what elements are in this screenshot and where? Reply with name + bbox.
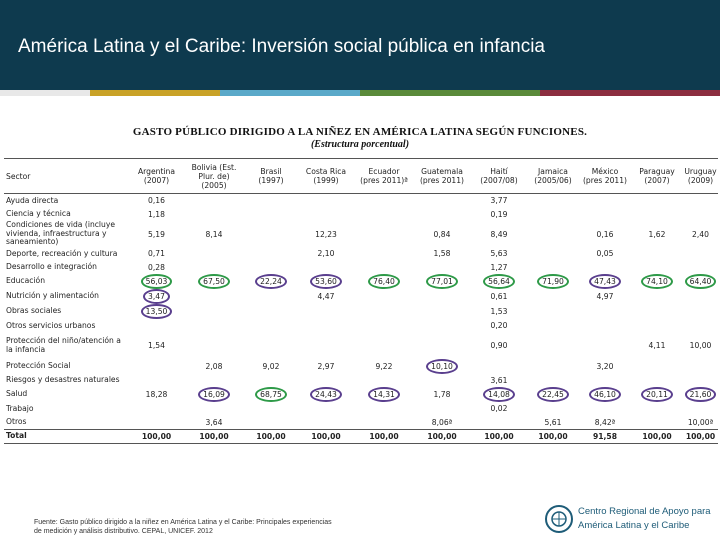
value-cell: 0,19 (490, 209, 508, 219)
table-row (4, 247, 718, 261)
value-cell (297, 261, 355, 275)
value-cell (579, 333, 631, 359)
sector-label: Total (4, 430, 130, 444)
column-year: (2007) (143, 176, 170, 185)
value-cell (413, 304, 471, 319)
sector-label: Protección Social (6, 360, 71, 370)
value-cell: 4,47 (317, 292, 335, 301)
value-cell (245, 274, 297, 289)
value-cell (579, 261, 631, 275)
value-cell (297, 208, 355, 222)
logo-line-2: América Latina y el Caribe (578, 520, 690, 531)
column-year: (2007/08) (480, 176, 518, 185)
value-cell (413, 319, 471, 333)
value-cell: 3,61 (490, 375, 508, 385)
column-header-country (413, 159, 471, 194)
green-circle-highlight: 64,40 (685, 274, 717, 289)
value-cell (297, 374, 355, 388)
table-row (4, 304, 718, 319)
purple-circle-highlight: 13,50 (141, 304, 173, 319)
value-cell: 1,27 (490, 262, 508, 272)
value-cell: 9,02 (262, 361, 280, 371)
table-row (4, 274, 718, 289)
table-row (4, 374, 718, 388)
value-cell (527, 274, 579, 289)
value-cell (245, 416, 297, 430)
column-header-country (631, 159, 683, 194)
purple-circle-highlight: 16,09 (198, 387, 230, 402)
organization-logo (544, 504, 720, 536)
value-cell (355, 194, 413, 208)
value-cell (579, 319, 631, 333)
value-cell (631, 416, 683, 430)
value-cell: 0,61 (490, 292, 508, 301)
value-cell (413, 359, 471, 374)
column-year: (1999) (313, 176, 339, 185)
value-cell: 1,78 (433, 390, 451, 399)
value-cell (245, 387, 297, 402)
value-cell: 0,71 (148, 249, 165, 259)
value-cell: 5,19 (148, 229, 165, 239)
value-cell (683, 359, 718, 374)
value-cell (245, 402, 297, 416)
value-cell (683, 402, 718, 416)
green-circle-highlight: 74,10 (641, 274, 673, 289)
value-cell (527, 247, 579, 261)
table-row (4, 208, 718, 222)
value-cell (683, 274, 718, 289)
value-cell: 2,10 (317, 249, 335, 259)
value-cell (355, 221, 413, 247)
value-cell: 8,49 (490, 229, 508, 239)
value-cell: 1,54 (148, 341, 165, 350)
value-cell (355, 304, 413, 319)
column-year: (pres 2011) (582, 176, 628, 185)
value-cell (297, 304, 355, 319)
value-cell (413, 374, 471, 388)
value-cell (245, 221, 297, 247)
column-year: (2009) (687, 176, 714, 185)
column-year: (2005/06) (534, 176, 572, 185)
value-cell: 18,28 (145, 390, 168, 399)
value-cell (631, 319, 683, 333)
column-name: Brasil (260, 167, 282, 176)
value-cell (183, 261, 245, 275)
value-cell (631, 261, 683, 275)
value-cell (527, 319, 579, 333)
sector-label: Ciencia y técnica (6, 209, 71, 218)
value-cell: 9,22 (375, 361, 393, 371)
value-cell: 100,00 (183, 430, 245, 444)
value-cell: 100,00 (413, 430, 471, 444)
value-cell (245, 333, 297, 359)
value-cell (683, 374, 718, 388)
stripe-segment (0, 90, 90, 96)
value-cell (579, 194, 631, 208)
value-cell (413, 402, 471, 416)
value-cell (355, 208, 413, 222)
sector-label: Nutrición y alimentación (6, 291, 99, 301)
value-cell (413, 194, 471, 208)
value-cell: 100,00 (297, 430, 355, 444)
value-cell (683, 319, 718, 333)
value-cell (183, 208, 245, 222)
value-cell (471, 359, 527, 374)
value-cell (683, 247, 718, 261)
table-title: GASTO PÚBLICO DIRIGIDO A LA NIÑEZ EN AMÉRICA LATINA SEGÚN FUNCIONES. (132, 126, 588, 138)
column-name: Sector (6, 171, 31, 181)
value-cell: 100,00 (471, 430, 527, 444)
column-name: Jamaica (538, 167, 568, 176)
value-cell (527, 333, 579, 359)
value-cell: 1,62 (648, 229, 666, 239)
value-cell: 2,08 (205, 361, 223, 371)
value-cell: 1,58 (433, 249, 451, 259)
value-cell (130, 402, 183, 416)
value-cell (355, 261, 413, 275)
column-name: Argentina (137, 167, 176, 176)
purple-circle-highlight: 47,43 (589, 274, 621, 289)
purple-circle-highlight: 24,43 (310, 387, 342, 402)
stripe-segment (90, 90, 220, 96)
value-cell: 2,40 (692, 229, 709, 239)
green-circle-highlight: 71,90 (537, 274, 569, 289)
purple-circle-highlight: 20,11 (641, 387, 673, 402)
value-cell (183, 319, 245, 333)
value-cell: 100,00 (527, 430, 579, 444)
sector-label: Protección del niño/atención a la infancia (6, 336, 121, 354)
value-cell (527, 289, 579, 304)
green-circle-highlight: 67,50 (198, 274, 230, 289)
value-cell (130, 289, 183, 304)
purple-circle-highlight: 3,47 (143, 289, 170, 304)
purple-circle-highlight: 14,08 (483, 387, 515, 402)
value-cell: 4,11 (648, 341, 666, 350)
globe-seal-icon (544, 504, 574, 534)
value-cell (130, 416, 183, 430)
table-row (4, 402, 718, 416)
value-cell (527, 194, 579, 208)
value-cell (631, 289, 683, 304)
table-row (4, 221, 718, 247)
value-cell (183, 387, 245, 402)
slide-title: América Latina y el Caribe: Inversión social pública en infancia (18, 36, 545, 57)
value-cell (245, 304, 297, 319)
value-cell (683, 387, 718, 402)
column-header-country (245, 159, 297, 194)
value-cell: 0,90 (490, 341, 508, 350)
purple-circle-highlight: 53,60 (310, 274, 342, 289)
value-cell (527, 387, 579, 402)
value-cell (683, 194, 718, 208)
value-cell: 12,23 (315, 229, 337, 239)
value-cell (297, 319, 355, 333)
value-cell: 10,00 (689, 341, 712, 350)
column-header-sector (4, 159, 130, 194)
value-cell (683, 261, 718, 275)
value-cell: 10,00ª (687, 417, 714, 427)
value-cell (631, 208, 683, 222)
value-cell: 0,05 (596, 249, 614, 259)
value-cell (355, 387, 413, 402)
value-cell (471, 387, 527, 402)
value-cell: 91,58 (579, 430, 631, 444)
value-cell (683, 208, 718, 222)
column-header-country (683, 159, 718, 194)
sector-label: Salud (6, 389, 28, 399)
column-name: Ecuador (368, 167, 400, 176)
table-body (4, 194, 718, 444)
value-cell (183, 289, 245, 304)
value-cell (130, 304, 183, 319)
value-cell (130, 359, 183, 374)
value-cell (245, 247, 297, 261)
value-cell (297, 333, 355, 359)
purple-circle-highlight: 21,60 (685, 387, 717, 402)
column-year: (1997) (258, 176, 284, 185)
table-header-row (4, 159, 718, 194)
value-cell (183, 374, 245, 388)
value-cell (183, 247, 245, 261)
value-cell: 0,84 (433, 229, 451, 239)
value-cell (297, 274, 355, 289)
value-cell (245, 261, 297, 275)
value-cell (631, 402, 683, 416)
value-cell (527, 208, 579, 222)
value-cell: 1,18 (148, 209, 165, 219)
value-cell (413, 289, 471, 304)
value-cell: 100,00 (355, 430, 413, 444)
value-cell: 0,16 (596, 229, 614, 239)
value-cell (355, 374, 413, 388)
value-cell: 4,97 (596, 292, 614, 301)
column-name: Haití (490, 167, 508, 176)
value-cell: 8,42ª (594, 417, 616, 427)
purple-circle-highlight: 14,31 (368, 387, 400, 402)
column-header-country (297, 159, 355, 194)
value-cell (297, 387, 355, 402)
green-circle-highlight: 76,40 (368, 274, 400, 289)
table-row (4, 416, 718, 430)
purple-circle-highlight: 46,10 (589, 387, 621, 402)
value-cell: 1,53 (490, 307, 508, 316)
stripe-segment (360, 90, 540, 96)
value-cell (471, 416, 527, 430)
total-row (4, 430, 718, 444)
value-cell: 5,63 (490, 249, 508, 259)
column-year: (pres 2011)ª (360, 176, 408, 185)
value-cell (245, 319, 297, 333)
value-cell: 3,20 (596, 361, 614, 371)
value-cell: 0,16 (148, 196, 165, 206)
value-cell (527, 221, 579, 247)
purple-circle-highlight: 22,24 (255, 274, 287, 289)
column-year: (2007) (644, 176, 670, 185)
value-cell (130, 374, 183, 388)
column-header-country (130, 159, 183, 194)
value-cell (413, 274, 471, 289)
value-cell: 5,61 (544, 417, 562, 427)
value-cell: 100,00 (245, 430, 297, 444)
column-name: México (591, 167, 619, 176)
value-cell (297, 402, 355, 416)
value-cell (527, 261, 579, 275)
value-cell (355, 319, 413, 333)
value-cell (297, 416, 355, 430)
value-cell (631, 274, 683, 289)
value-cell (631, 247, 683, 261)
value-cell: 3,77 (490, 196, 508, 206)
table-row (4, 194, 718, 208)
value-cell (631, 387, 683, 402)
value-cell: 0,02 (490, 404, 508, 414)
sector-label: Ayuda directa (6, 195, 59, 205)
column-name: Paraguay (639, 167, 675, 176)
purple-circle-highlight: 22,45 (537, 387, 569, 402)
column-header-country (471, 159, 527, 194)
value-cell (245, 374, 297, 388)
value-cell: 3,64 (205, 417, 223, 427)
value-cell: 100,00 (683, 430, 718, 444)
table-row (4, 261, 718, 275)
column-name: Bolivia (Est. Plur. de) (191, 162, 237, 181)
value-cell (471, 274, 527, 289)
green-circle-highlight: 77,01 (426, 274, 458, 289)
value-cell (355, 416, 413, 430)
value-cell (245, 208, 297, 222)
value-cell (683, 304, 718, 319)
source-note: Fuente: Gasto público dirigido a la niñez en América Latina y el Caribe: Principales experiencias de medición y análisis distributivo. CEPAL, UNICEF. 2012 (34, 519, 332, 535)
value-cell: 100,00 (631, 430, 683, 444)
value-cell (527, 359, 579, 374)
value-cell (130, 319, 183, 333)
green-circle-highlight: 56,64 (483, 274, 515, 289)
sector-label: Desarrollo e integración (6, 262, 97, 271)
value-cell (579, 402, 631, 416)
value-cell (183, 304, 245, 319)
logo-line-1: Centro Regional de Apoyo para (578, 506, 711, 517)
stripe-segment (220, 90, 360, 96)
sector-label: Obras sociales (6, 306, 62, 316)
table-row (4, 319, 718, 333)
table-row (4, 387, 718, 402)
value-cell (183, 194, 245, 208)
purple-circle-highlight: 10,10 (426, 359, 458, 374)
value-cell (245, 289, 297, 304)
value-cell (527, 304, 579, 319)
value-cell: 100,00 (130, 430, 183, 444)
value-cell (130, 274, 183, 289)
value-cell (355, 402, 413, 416)
value-cell (579, 374, 631, 388)
column-header-country (355, 159, 413, 194)
spending-table (4, 158, 718, 444)
value-cell (413, 261, 471, 275)
table-row (4, 359, 718, 374)
sector-label: Deporte, recreación y cultura (6, 248, 118, 258)
value-cell (579, 387, 631, 402)
value-cell (183, 333, 245, 359)
value-cell (579, 274, 631, 289)
green-circle-highlight: 56,03 (141, 274, 173, 289)
value-cell (527, 402, 579, 416)
column-header-country (183, 159, 245, 194)
value-cell (631, 194, 683, 208)
value-cell: 0,20 (490, 321, 508, 331)
sector-label: Educación (6, 276, 46, 286)
column-year: (2005) (201, 180, 227, 190)
sector-label: Otros servicios urbanos (6, 320, 96, 330)
column-header-country (579, 159, 631, 194)
sector-label: Riesgos y desastres naturales (6, 375, 120, 384)
value-cell (355, 247, 413, 261)
value-cell (631, 304, 683, 319)
value-cell: 8,06ª (431, 417, 453, 427)
table-subtitle: (Estructura porcentual) (310, 139, 410, 150)
value-cell (355, 289, 413, 304)
sector-label: Condiciones de vida (incluye vivienda, infraestructura y saneamiento) (6, 220, 116, 247)
value-cell (683, 289, 718, 304)
value-cell (355, 333, 413, 359)
value-cell (527, 374, 579, 388)
column-name: Costa Rica (305, 167, 347, 176)
table-row (4, 333, 718, 359)
value-cell (631, 374, 683, 388)
column-name: Uruguay (684, 167, 717, 176)
sector-label: Otros (6, 417, 27, 426)
column-name: Guatemala (421, 167, 463, 176)
value-cell (413, 208, 471, 222)
slide-header (0, 0, 720, 90)
value-cell (183, 274, 245, 289)
value-cell (355, 274, 413, 289)
value-cell (183, 402, 245, 416)
sector-label: Trabajo (6, 403, 34, 413)
value-cell (579, 304, 631, 319)
value-cell (297, 194, 355, 208)
green-circle-highlight: 68,75 (255, 387, 287, 402)
value-cell (579, 208, 631, 222)
stripe-segment (540, 90, 720, 96)
value-cell: 2,97 (317, 361, 335, 371)
value-cell: 0,28 (148, 262, 165, 272)
value-cell: 8,14 (205, 229, 223, 239)
table-row (4, 289, 718, 304)
value-cell (245, 194, 297, 208)
column-year: (pres 2011) (419, 176, 465, 185)
value-cell (413, 333, 471, 359)
value-cell (631, 359, 683, 374)
column-header-country (527, 159, 579, 194)
